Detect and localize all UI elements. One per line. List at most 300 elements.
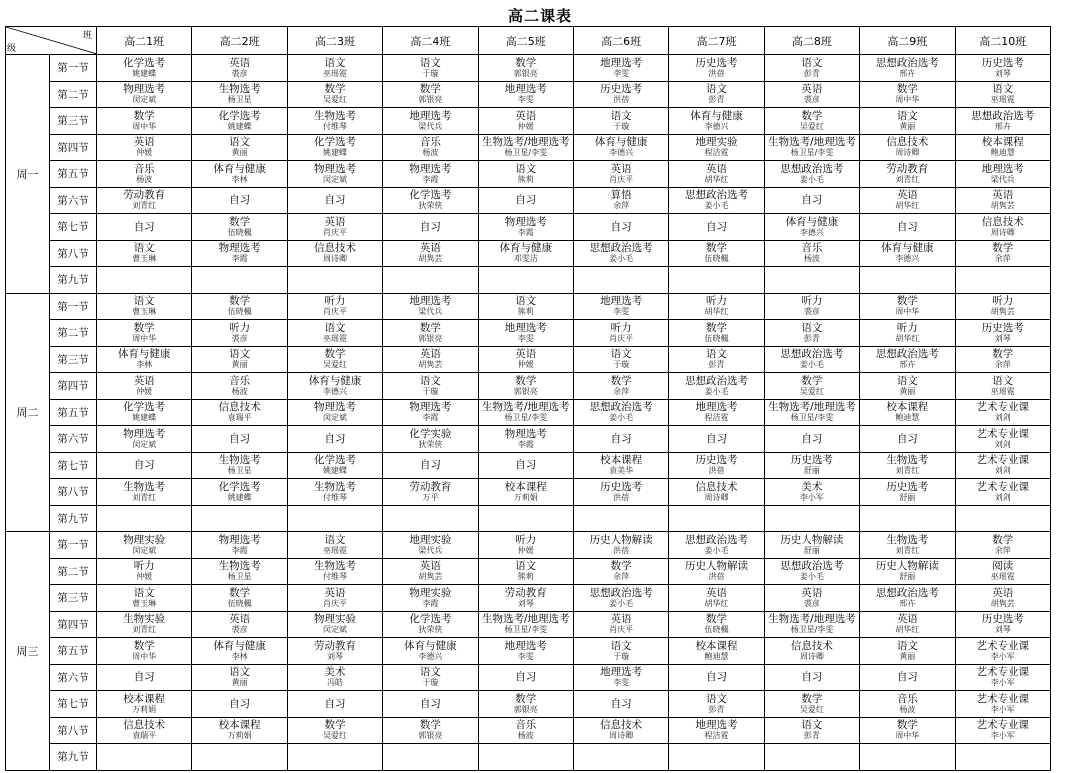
timetable-cell [97, 267, 192, 294]
timetable-cell [287, 108, 382, 135]
teacher-name: 于璇 [422, 386, 439, 396]
subject-name: 自习 [801, 432, 823, 445]
subject-name: 思想政治选考 [685, 189, 749, 202]
timetable-cell [573, 691, 668, 718]
subject-name: 英语 [229, 613, 251, 626]
teacher-name: 彭青 [708, 95, 725, 105]
subject-name: 校本课程 [504, 480, 547, 493]
timetable-cell [860, 214, 955, 241]
subject-name: 英语 [229, 56, 251, 69]
subject-name: 体育与健康 [213, 162, 266, 175]
teacher-name: 刘琴 [517, 598, 534, 608]
period-label: 第二节 [50, 81, 97, 108]
subject-name: 化学选考 [313, 454, 356, 467]
period-label: 第六节 [50, 426, 97, 453]
timetable-cell [192, 134, 287, 161]
subject-name: 英语 [610, 162, 632, 175]
subject-name: 思想政治选考 [685, 374, 749, 387]
period-label: 第五节 [50, 161, 97, 188]
teacher-name: 杨波 [136, 174, 153, 184]
subject-name: 物理选考 [409, 401, 452, 414]
period-label: 第九节 [50, 744, 97, 771]
subject-name: 自习 [229, 697, 251, 710]
subject-name: 物理选考 [504, 427, 547, 440]
subject-name: 音乐 [419, 136, 441, 149]
timetable-cell [287, 426, 382, 453]
timetable-cell [97, 293, 192, 320]
timetable-cell [478, 532, 573, 559]
timetable-cell [97, 611, 192, 638]
subject-name: 物理选考 [123, 83, 166, 96]
timetable-cell [669, 55, 764, 82]
subject-name: 语文 [706, 83, 728, 96]
teacher-name: 曹玉琳 [132, 254, 157, 264]
class-header: 高二4班 [383, 27, 478, 55]
subject-name: 地理选考 [981, 162, 1024, 175]
subject-name: 英语 [133, 136, 155, 149]
subject-name: 物理选考 [313, 162, 356, 175]
timetable-cell [764, 108, 859, 135]
timetable-cell [383, 505, 478, 532]
timetable-cell [97, 452, 192, 479]
subject-name: 英语 [419, 560, 441, 573]
teacher-name: 李雯 [613, 678, 630, 688]
subject-name: 语文 [419, 374, 441, 387]
timetable-cell [97, 214, 192, 241]
table-row [6, 717, 1051, 744]
subject-name: 数学 [896, 295, 918, 308]
timetable-cell [860, 108, 955, 135]
teacher-name: 梁代兵 [418, 545, 443, 555]
timetable-cell [860, 479, 955, 506]
subject-name: 自习 [801, 194, 823, 207]
teacher-name: 黄丽 [231, 360, 248, 370]
timetable-cell [383, 293, 478, 320]
timetable-cell [669, 426, 764, 453]
timetable-cell [287, 744, 382, 771]
subject-name: 英语 [801, 586, 823, 599]
teacher-name: 李德兴 [895, 254, 920, 264]
subject-name: 劳动教育 [313, 639, 356, 652]
subject-name: 地理选考 [504, 321, 547, 334]
teacher-name: 刘剑 [994, 492, 1011, 502]
teacher-name: 姜小毛 [609, 413, 634, 423]
teacher-name: 巫瑶霓 [322, 545, 347, 555]
timetable-cell [669, 532, 764, 559]
teacher-name: 肖庆平 [322, 307, 347, 317]
timetable-cell [287, 505, 382, 532]
teacher-name: 肖庆平 [322, 227, 347, 237]
timetable-cell [860, 81, 955, 108]
timetable-cell [478, 585, 573, 612]
teacher-name: 吴爱红 [799, 121, 824, 131]
timetable-cell [287, 55, 382, 82]
subject-name: 信息技术 [218, 401, 261, 414]
teacher-name: 李雯 [517, 95, 534, 105]
timetable-cell [383, 346, 478, 373]
teacher-name: 余萍 [994, 254, 1011, 264]
timetable-cell [955, 293, 1050, 320]
subject-name: 音乐 [229, 374, 251, 387]
subject-name: 数学 [801, 109, 823, 122]
teacher-name: 杨卫星/李雯 [790, 625, 834, 635]
timetable-cell [764, 585, 859, 612]
class-header: 高二7班 [669, 27, 764, 55]
subject-name: 信息技术 [886, 136, 929, 149]
teacher-name: 李小军 [799, 492, 824, 502]
subject-name: 数学 [896, 83, 918, 96]
subject-name: 英语 [992, 189, 1014, 202]
table-row [6, 585, 1051, 612]
subject-name: 信息技术 [600, 719, 643, 732]
subject-name: 数学 [324, 348, 346, 361]
subject-name: 语文 [133, 295, 155, 308]
subject-name: 校本课程 [695, 639, 738, 652]
teacher-name: 肖庆平 [609, 625, 634, 635]
timetable-cell [97, 558, 192, 585]
teacher-name: 于璇 [422, 678, 439, 688]
timetable-cell [287, 585, 382, 612]
teacher-name: 胡隽芸 [418, 254, 443, 264]
subject-name: 物理选考 [218, 533, 261, 546]
teacher-name: 胡隽芸 [418, 360, 443, 370]
timetable-cell [478, 81, 573, 108]
timetable-cell [764, 134, 859, 161]
table-row [6, 214, 1051, 241]
subject-name: 艺术专业课 [976, 639, 1029, 652]
teacher-name: 余萍 [613, 572, 630, 582]
teacher-name: 李德兴 [704, 121, 729, 131]
timetable-cell [287, 134, 382, 161]
table-row [6, 558, 1051, 585]
teacher-name: 吴爱红 [799, 704, 824, 714]
teacher-name: 姜小毛 [609, 254, 634, 264]
teacher-name: 周诗卿 [609, 731, 634, 741]
subject-name: 听力 [801, 295, 823, 308]
teacher-name: 闵定斌 [132, 95, 157, 105]
timetable-cell [478, 717, 573, 744]
teacher-name: 狄荣侠 [418, 201, 443, 211]
subject-name: 自习 [896, 220, 918, 233]
timetable-cell [287, 214, 382, 241]
period-label: 第二节 [50, 558, 97, 585]
teacher-name: 杨卫星 [227, 572, 252, 582]
subject-name: 美术 [801, 480, 823, 493]
teacher-name: 黄丽 [899, 386, 916, 396]
timetable-cell [860, 532, 955, 559]
subject-name: 数学 [324, 719, 346, 732]
teacher-name: 刘剑 [994, 413, 1011, 423]
teacher-name: 巫瑶霓 [322, 333, 347, 343]
timetable-cell [383, 320, 478, 347]
teacher-name: 梁代兵 [418, 307, 443, 317]
subject-name: 生物选考 [886, 533, 929, 546]
teacher-name: 程洁霓 [704, 148, 729, 158]
subject-name: 历史选考 [981, 321, 1024, 334]
timetable-cell [573, 214, 668, 241]
timetable-cell [287, 691, 382, 718]
timetable-cell [955, 161, 1050, 188]
subject-name: 语文 [706, 348, 728, 361]
table-row [6, 267, 1051, 294]
timetable-cell [192, 399, 287, 426]
timetable-cell [287, 81, 382, 108]
timetable-cell [573, 479, 668, 506]
timetable-cell [573, 399, 668, 426]
subject-name: 劳动教育 [123, 189, 166, 202]
table-row [6, 611, 1051, 638]
subject-name: 校本课程 [123, 692, 166, 705]
teacher-name: 李雯 [613, 307, 630, 317]
subject-name: 数学 [133, 321, 155, 334]
period-label: 第二节 [50, 320, 97, 347]
timetable-cell [287, 187, 382, 214]
teacher-name: 李霞 [422, 598, 439, 608]
timetable-cell [669, 373, 764, 400]
teacher-name: 裘彦 [231, 68, 248, 78]
timetable-cell [669, 664, 764, 691]
subject-name: 语文 [229, 666, 251, 679]
subject-name: 数学 [610, 560, 632, 573]
timetable-cell [573, 373, 668, 400]
timetable-cell [287, 399, 382, 426]
subject-name: 自习 [133, 459, 155, 472]
timetable-cell [478, 214, 573, 241]
teacher-name: 仲媛 [517, 545, 534, 555]
timetable-cell [669, 320, 764, 347]
teacher-name: 周诗卿 [799, 651, 824, 661]
timetable-cell [573, 293, 668, 320]
teacher-name: 胡隽芸 [990, 201, 1015, 211]
timetable-cell [383, 161, 478, 188]
teacher-name: 邢卉 [899, 360, 916, 370]
timetable-cell [192, 744, 287, 771]
subject-name: 语文 [324, 56, 346, 69]
corner-label-class: 班 [82, 31, 92, 41]
teacher-name: 伍晓楓 [704, 333, 729, 343]
subject-name: 地理实验 [409, 533, 452, 546]
subject-name: 自习 [610, 220, 632, 233]
subject-name: 生物选考 [218, 560, 261, 573]
subject-name: 数学 [229, 295, 251, 308]
timetable-cell [287, 479, 382, 506]
timetable-cell [955, 479, 1050, 506]
subject-name: 数学 [419, 83, 441, 96]
timetable-cell [478, 187, 573, 214]
timetable-cell [192, 717, 287, 744]
timetable-cell [764, 373, 859, 400]
timetable-cell [383, 744, 478, 771]
timetable-cell [287, 161, 382, 188]
subject-name: 地理选考 [695, 401, 738, 414]
timetable-cell [764, 161, 859, 188]
subject-name: 化学选考 [313, 136, 356, 149]
timetable-cell [669, 452, 764, 479]
subject-name: 自习 [133, 220, 155, 233]
period-label: 第五节 [50, 638, 97, 665]
subject-name: 思想政治选考 [589, 586, 653, 599]
period-label: 第六节 [50, 664, 97, 691]
subject-name: 数学 [515, 692, 537, 705]
teacher-name: 刘琴 [326, 651, 343, 661]
teacher-name: 刘青红 [132, 625, 157, 635]
teacher-name: 杨卫星/李雯 [504, 413, 548, 423]
timetable-cell [192, 585, 287, 612]
teacher-name: 杨卫星 [227, 466, 252, 476]
teacher-name: 姜小毛 [704, 201, 729, 211]
timetable-cell [383, 267, 478, 294]
subject-name: 英语 [419, 242, 441, 255]
subject-name: 语文 [324, 321, 346, 334]
subject-name: 劳动教育 [409, 480, 452, 493]
period-label: 第七节 [50, 214, 97, 241]
subject-name: 语文 [515, 162, 537, 175]
timetable-cell [860, 744, 955, 771]
timetable-cell [478, 638, 573, 665]
subject-name: 英语 [610, 613, 632, 626]
timetable-cell [573, 81, 668, 108]
timetable-cell [860, 585, 955, 612]
teacher-name: 曹玉琳 [132, 307, 157, 317]
timetable-cell [383, 399, 478, 426]
teacher-name: 洪蓓 [708, 572, 725, 582]
teacher-name: 杨卫星/李雯 [790, 413, 834, 423]
subject-name: 历史选考 [600, 480, 643, 493]
subject-name: 信息技术 [313, 242, 356, 255]
subject-name: 听力 [896, 321, 918, 334]
subject-name: 体育与健康 [404, 639, 457, 652]
subject-name: 体育与健康 [785, 215, 839, 228]
subject-name: 语文 [610, 639, 632, 652]
subject-name: 生物选考/地理选考 [481, 613, 570, 626]
teacher-name: 李霞 [422, 413, 439, 423]
subject-name: 自习 [706, 432, 728, 445]
teacher-name: 裘彦 [231, 333, 248, 343]
teacher-name: 余萍 [613, 201, 630, 211]
teacher-name: 程洁霓 [704, 413, 729, 423]
timetable-cell [860, 134, 955, 161]
subject-name: 语文 [324, 533, 346, 546]
timetable-cell [955, 717, 1050, 744]
teacher-name: 于璇 [613, 651, 630, 661]
subject-name: 生物选考/地理选考 [768, 136, 856, 149]
teacher-name: 姚建蝶 [227, 121, 252, 131]
class-header: 高二1班 [97, 27, 192, 55]
table-row [6, 161, 1051, 188]
timetable-cell [669, 558, 764, 585]
timetable-cell [573, 346, 668, 373]
teacher-name: 李德兴 [418, 651, 443, 661]
timetable-cell [287, 452, 382, 479]
timetable-cell [955, 426, 1050, 453]
timetable-cell [573, 532, 668, 559]
subject-name: 语文 [610, 348, 632, 361]
timetable-cell [287, 346, 382, 373]
teacher-name: 于璇 [613, 121, 630, 131]
subject-name: 化学选考 [123, 401, 166, 414]
timetable-cell [955, 267, 1050, 294]
timetable-cell [955, 346, 1050, 373]
timetable-cell [955, 187, 1050, 214]
timetable-cell [192, 426, 287, 453]
subject-name: 艺术专业课 [976, 719, 1029, 732]
timetable-cell [97, 664, 192, 691]
subject-name: 语文 [229, 136, 251, 149]
timetable-cell [573, 267, 668, 294]
timetable-cell [97, 108, 192, 135]
subject-name: 物理实验 [409, 586, 452, 599]
timetable-cell [97, 691, 192, 718]
teacher-name: 巫瑶霓 [990, 572, 1015, 582]
timetable-cell [860, 320, 955, 347]
timetable-cell [764, 346, 859, 373]
timetable-cell [383, 717, 478, 744]
subject-name: 数学 [229, 215, 251, 228]
timetable-cell [192, 108, 287, 135]
timetable-cell [573, 55, 668, 82]
subject-name: 数学 [515, 374, 537, 387]
subject-name: 数学 [801, 692, 823, 705]
timetable-cell [192, 611, 287, 638]
timetable-cell [764, 744, 859, 771]
period-label: 第七节 [50, 452, 97, 479]
timetable-cell [860, 187, 955, 214]
teacher-name: 吴爱红 [799, 386, 824, 396]
subject-name: 英语 [515, 109, 537, 122]
teacher-name: 梁代兵 [990, 174, 1015, 184]
timetable-cell [383, 108, 478, 135]
teacher-name: 吴爱红 [322, 95, 347, 105]
period-label: 第三节 [50, 585, 97, 612]
teacher-name: 杨波 [422, 148, 439, 158]
subject-name: 历史选考 [790, 454, 833, 467]
timetable-cell [478, 373, 573, 400]
timetable-cell [764, 81, 859, 108]
teacher-name: 刘青红 [132, 492, 157, 502]
table-row [6, 399, 1051, 426]
teacher-name: 李林 [136, 360, 153, 370]
teacher-name: 袁瑞平 [132, 731, 157, 741]
teacher-name: 熊莉 [517, 572, 534, 582]
timetable-cell [97, 717, 192, 744]
timetable-cell [669, 81, 764, 108]
timetable-cell [955, 134, 1050, 161]
timetable-cell [669, 108, 764, 135]
teacher-name: 李霞 [422, 174, 439, 184]
timetable-cell [383, 214, 478, 241]
header-row [6, 27, 1051, 55]
teacher-name: 刘琴 [994, 68, 1011, 78]
timetable-cell [669, 293, 764, 320]
timetable-cell [383, 81, 478, 108]
timetable-cell [860, 55, 955, 82]
subject-name: 化学选考 [409, 613, 452, 626]
timetable-cell [955, 611, 1050, 638]
timetable-cell [287, 638, 382, 665]
subject-name: 地理实验 [695, 136, 738, 149]
teacher-name: 杨卫星/李雯 [790, 148, 834, 158]
period-label: 第八节 [50, 717, 97, 744]
subject-name: 自习 [706, 671, 728, 684]
timetable-cell [383, 664, 478, 691]
teacher-name: 周中华 [132, 121, 157, 131]
subject-name: 地理选考 [600, 666, 643, 679]
subject-name: 英语 [706, 162, 728, 175]
teacher-name: 舒丽 [899, 492, 916, 502]
timetable-cell [764, 691, 859, 718]
timetable-cell [478, 55, 573, 82]
teacher-name: 胡华红 [895, 333, 920, 343]
